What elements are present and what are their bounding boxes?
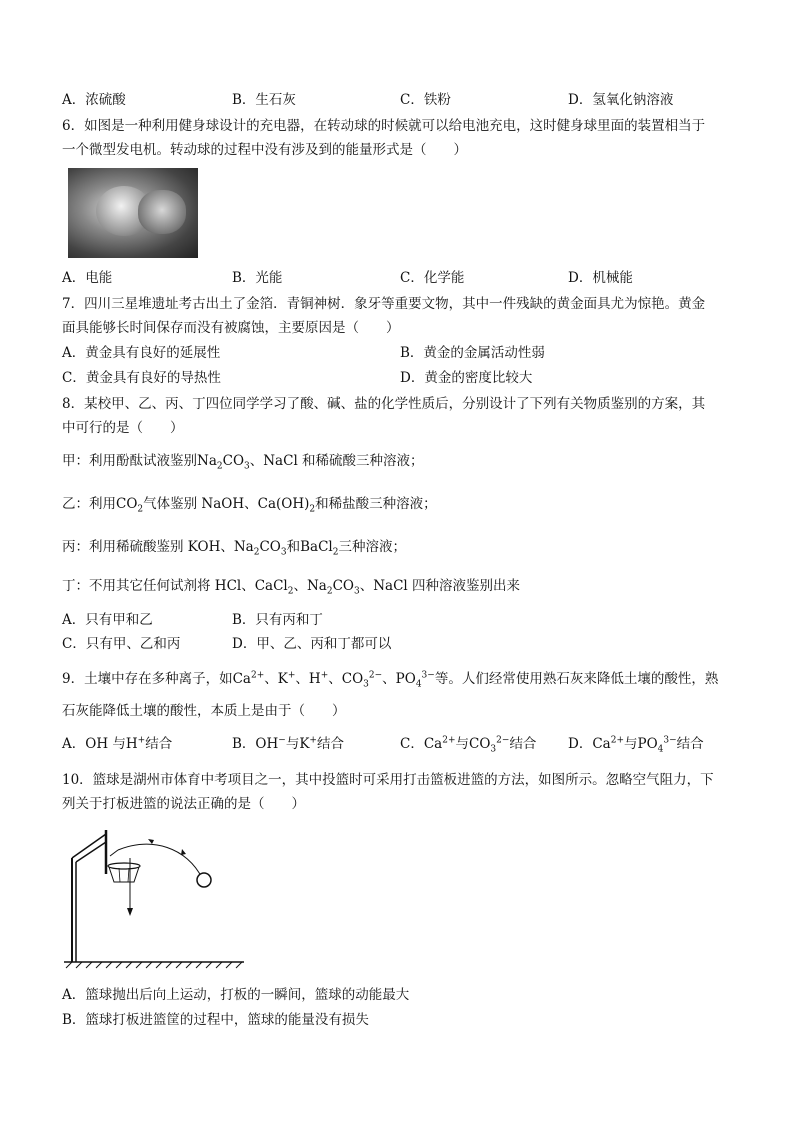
q7-option-d: D．黄金的密度比较大 (400, 370, 533, 386)
q5-option-d: D．氢氧化钠溶液 (568, 92, 674, 108)
q9-option-c: C．$Ca^{2+}$与$CO_3^{2-}$结合 (400, 735, 537, 755)
q6-option-d: D．机械能 (568, 270, 633, 286)
q8-option-d: D．甲、乙、丙和丁都可以 (232, 636, 392, 652)
q9-option-a: A．OH 与H+结合 (62, 735, 173, 752)
q8-option-c: C．只有甲、乙和丙 (62, 636, 181, 652)
q5-option-c: C．铁粉 (400, 92, 451, 108)
q6-option-c: C．化学能 (400, 270, 465, 286)
fitness-ball-photo (68, 168, 198, 258)
q7-stem-line2: 面具能够长时间保存而没有被腐蚀，主要原因是（ ） (62, 320, 400, 336)
q8-scheme-yi: 乙：利用$CO_2$气体鉴别 NaOH、$Ca(OH)_2$和稀盐酸三种溶液； (62, 496, 437, 515)
q9-stem-line2: 石灰能降低土壤的酸性，本质上是由于（ ） (62, 703, 346, 719)
q10-stem-line2: 列关于打板进篮的说法正确的是（ ） (62, 796, 305, 812)
q9-option-d: D．$Ca^{2+}$与$PO_4^{3-}$结合 (568, 735, 704, 755)
q7-option-a: A．黄金具有良好的延展性 (62, 345, 221, 361)
q7-option-c: C．黄金具有良好的导热性 (62, 370, 221, 386)
q8-scheme-jia: 甲：利用酚酞试液鉴别$Na_2CO_3$、NaCl 和稀硫酸三种溶液； (62, 453, 424, 472)
q7-stem-line1: 7．四川三星堆遗址考古出土了金箔．青铜神树．象牙等重要文物，其中一件残缺的黄金面具尤为惊艳。黄金 (62, 296, 706, 312)
q10-stem-line1: 10．篮球是湖州市体育中考项目之一，其中投篮时可采用打击篮板进篮的方法，如图所示。忽略空气阻力，下 (62, 772, 714, 788)
q9-stem-line1: 9．土壤中存在多种离子，如$Ca^{2+}$、K+、H+、$CO_3^{2-}$、$PO_4^{3-}$等。人们经常使用熟石灰来降低土壤的酸性，熟 (62, 670, 719, 690)
q6-stem-line1: 6．如图是一种利用健身球设计的充电器，在转动球的时候就可以给电池充电，这时健身球里面的装置相当于 (62, 118, 706, 134)
basketball-hoop-diagram (62, 828, 246, 970)
q8-scheme-bing: 丙：利用稀硫酸鉴别 KOH、$Na_2CO_3$和BaCl$_2$三种溶液； (62, 539, 406, 558)
q6-stem-line2: 一个微型发电机。转动球的过程中没有涉及到的能量形式是（ ） (62, 142, 467, 158)
q8-option-a: A．只有甲和乙 (62, 612, 153, 628)
q9-option-b: B．OH−与K+结合 (232, 735, 344, 752)
q8-stem-line1: 8．某校甲、乙、丙、丁四位同学学习了酸、碱、盐的化学性质后，分别设计了下列有关物质鉴别的方案，其 (62, 396, 706, 412)
q10-option-a: A．篮球抛出后向上运动，打板的一瞬间，篮球的动能最大 (62, 987, 410, 1003)
q6-option-a: A．电能 (62, 270, 113, 286)
q5-option-b: B．生石灰 (232, 92, 296, 108)
q7-option-b: B．黄金的金属活动性弱 (400, 345, 545, 361)
q8-scheme-ding: 丁：不用其它任何试剂将 HCl、CaCl$_2$、$Na_2CO_3$、NaCl 四种溶液鉴别出来 (62, 578, 521, 597)
q10-option-b: B．篮球打板进篮筐的过程中，篮球的能量没有损失 (62, 1012, 369, 1028)
q8-stem-line2: 中可行的是（ ） (62, 420, 184, 436)
q6-option-b: B．光能 (232, 270, 283, 286)
q8-option-b: B．只有丙和丁 (232, 612, 323, 628)
q5-option-a: A．浓硫酸 (62, 92, 126, 108)
